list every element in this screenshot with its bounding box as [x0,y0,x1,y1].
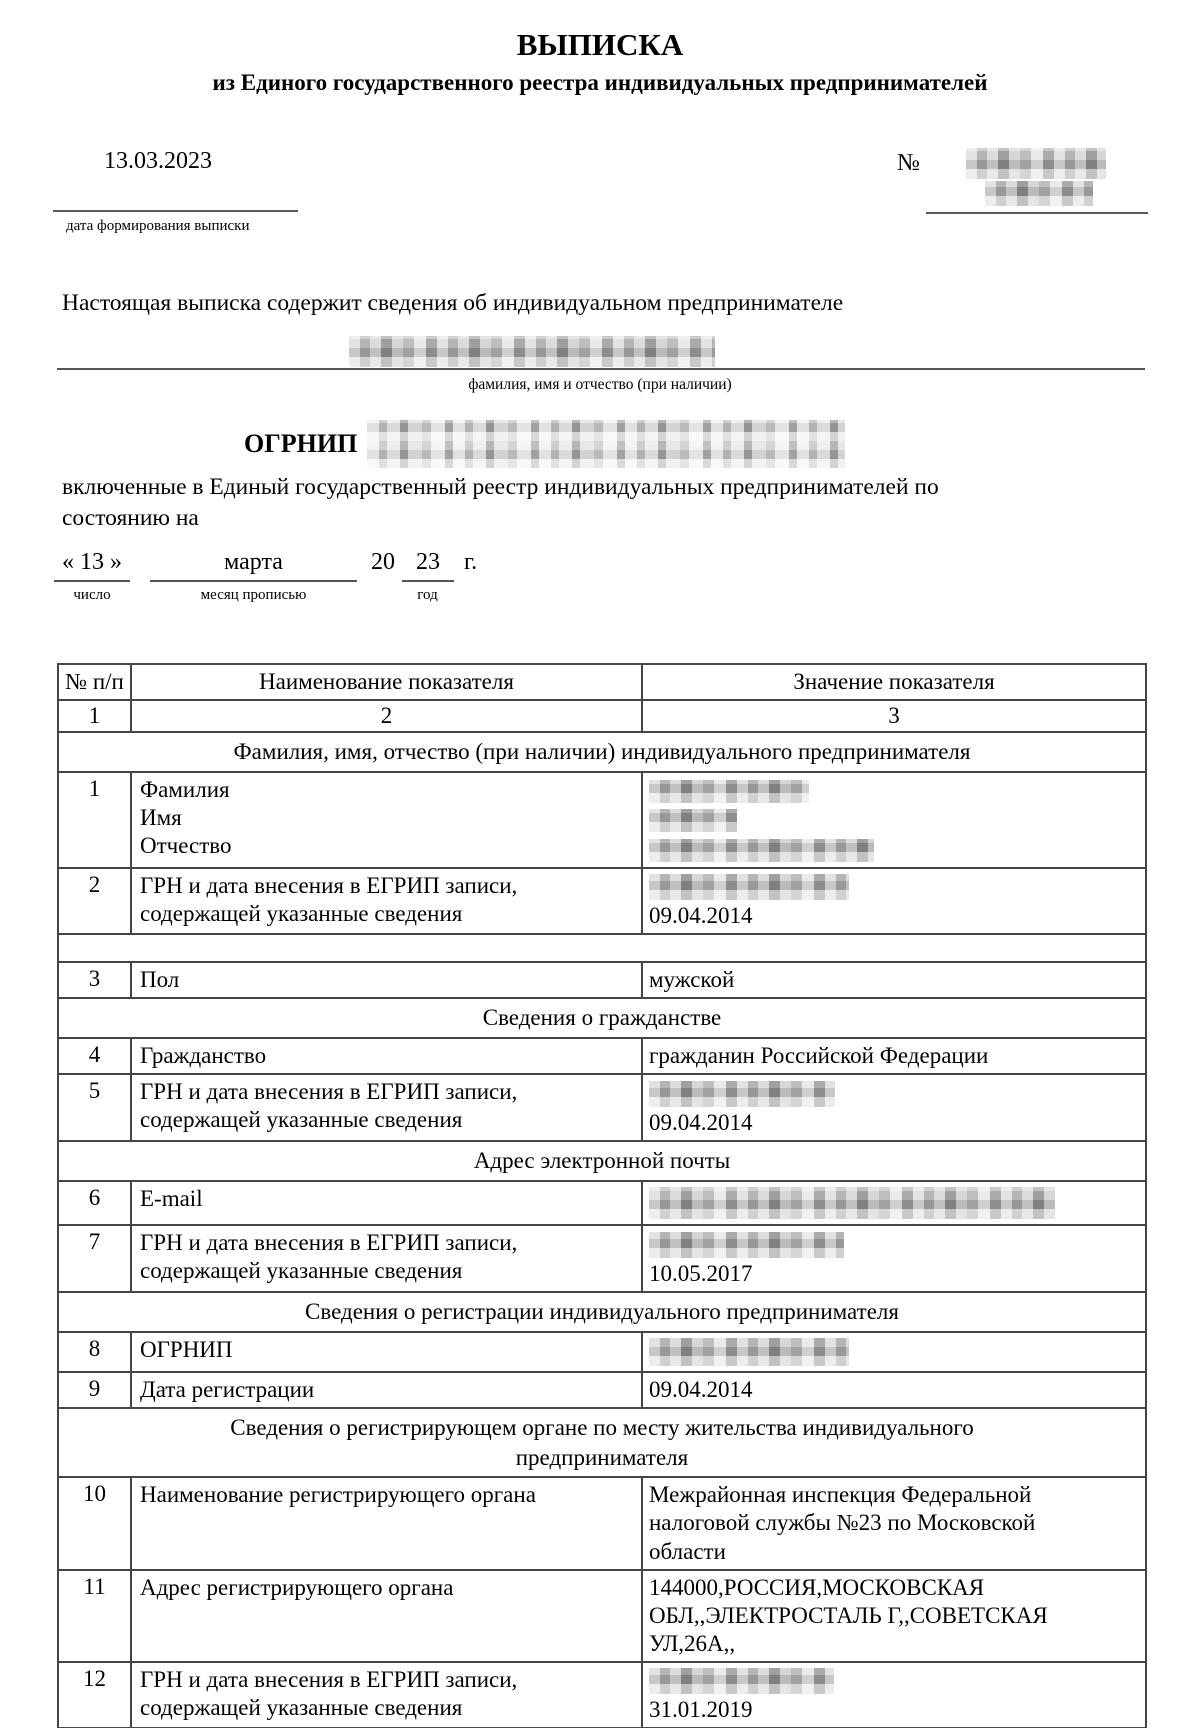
row-number-cell: 12 [58,1662,131,1728]
section-title: Сведения о гражданстве [58,998,1146,1038]
document-number-redacted-line2 [985,181,1093,206]
row-value-cell [642,1332,1146,1372]
as-of-year-suffix: г. [464,549,478,575]
table-row [58,1662,1146,1728]
table-row [58,868,1146,935]
value-line: мужской [649,967,735,993]
value-line-redacted [649,1185,1139,1221]
row-value-cell [642,1662,1146,1728]
row-name-cell: ГРН и дата внесения в ЕГРИП записи, содержащей указанные сведения [131,1662,642,1728]
row-name-cell: Адрес регистрирующего органа [131,1570,642,1662]
row-value-cell [642,1372,1146,1408]
as-of-year: 23 [402,549,454,582]
table-row [58,1225,1146,1292]
row-value-cell [642,1181,1146,1225]
day-value: 13 [80,549,104,575]
included-statement [62,472,939,533]
value-line: Межрайонная инспекция Федеральной [649,1482,1032,1508]
document-subtitle: из Единого государственного реестра индивидуальных предпринимателей [212,70,988,95]
name-caption: фамилия, имя и отчество (при наличии) [468,376,732,393]
value-line: гражданин Российской Федерации [649,1043,989,1069]
row-number-cell: 4 [58,1038,131,1074]
close-quote: » [110,549,122,575]
section-row [58,1292,1146,1332]
row-number-cell: 9 [58,1372,131,1408]
open-quote: « [62,549,74,575]
row-value-cell [642,1225,1146,1292]
section-row [58,998,1146,1038]
row-value-cell [642,1477,1146,1569]
table-row [58,1332,1146,1372]
name-underline [57,368,1145,370]
table-header-row [58,664,1146,700]
register-table [57,663,1147,1728]
row-value-cell [642,962,1146,998]
ogrnip-number-redacted [367,420,845,468]
month-caption: месяц прописью [200,587,307,603]
ogrnip-label: ОГРНИП [244,429,358,458]
row-number-cell: 8 [58,1332,131,1372]
column-number-2: 2 [131,700,642,732]
spacer-cell [58,934,1146,962]
row-name-cell: ОГРНИП [131,1332,642,1372]
row-number-cell: 2 [58,868,131,935]
value-line: 09.04.2014 [649,1376,753,1402]
section-row [58,732,1146,772]
document-number-underline [926,212,1148,214]
formation-date-caption: дата формирования выписки [66,218,250,234]
as-of-date-line [0,549,1200,615]
row-value-cell [642,1570,1146,1662]
table-row [58,962,1146,998]
column-header-number: № п/п [58,664,131,700]
row-name-cell: ГРН и дата внесения в ЕГРИП записи, содержащей указанные сведения [131,1225,642,1292]
intro-statement: Настоящая выписка содержит сведения об индивидуальном предпринимателе [62,290,844,316]
redacted-value [649,809,737,832]
as-of-day [54,549,130,582]
section-title: Сведения о регистрации индивидуального предпринимателя [58,1292,1146,1332]
row-name-cell: Фамилия Имя Отчество [131,772,642,868]
redacted-value [649,1338,849,1366]
row-number-cell: 7 [58,1225,131,1292]
section-title: Сведения о регистрирующем органе по месту жительства индивидуального предпринимателя [58,1408,1146,1478]
row-value-cell [642,1038,1146,1074]
entrepreneur-name-redacted [349,336,715,367]
redacted-value [649,839,874,862]
table-row [58,1477,1146,1569]
row-number-cell: 10 [58,1477,131,1569]
value-line-redacted [649,1229,1139,1260]
row-name-cell: Наименование регистрирующего органа [131,1477,642,1569]
row-name-cell: Пол [131,962,642,998]
column-numbering-row [58,700,1146,732]
row-number-cell: 1 [58,772,131,868]
row-name-cell: Дата регистрации [131,1372,642,1408]
table-row [58,1074,1146,1141]
value-line: 10.05.2017 [649,1260,753,1286]
as-of-century: 20 [371,549,395,575]
redacted-value [649,1187,1055,1219]
table-row [58,1038,1146,1074]
redacted-value [649,1081,835,1107]
value-line: УЛ,26А,, [649,1630,736,1656]
as-of-month: марта [150,549,357,582]
column-header-value: Значение показателя [642,664,1146,700]
value-line-redacted [649,1336,1139,1368]
formation-date-underline [53,210,298,212]
table-row [58,1372,1146,1408]
column-number-3: 3 [642,700,1146,732]
row-number-cell: 6 [58,1181,131,1225]
redacted-value [649,874,849,900]
redacted-value [649,780,809,803]
value-line: 144000,РОССИЯ,МОСКОВСКАЯ [649,1574,985,1600]
value-line: ОБЛ,,ЭЛЕКТРОСТАЛЬ Г,,СОВЕТСКАЯ [649,1602,1048,1628]
day-caption: число [73,587,111,603]
redacted-value [649,1232,844,1258]
table-row [58,1181,1146,1225]
table-row [58,1570,1146,1662]
value-line: 09.04.2014 [649,903,753,929]
value-line-redacted [649,805,1139,834]
row-name-cell: E-mail [131,1181,642,1225]
formation-date: 13.03.2023 [104,148,212,174]
row-number-cell: 5 [58,1074,131,1141]
section-title: Фамилия, имя, отчество (при наличии) индивидуального предпринимателя [58,732,1146,772]
value-line-redacted [649,1078,1139,1109]
included-line1: включенные в Единый государственный реестр индивидуальных предпринимателей по [62,474,939,500]
row-name-cell: ГРН и дата внесения в ЕГРИП записи, содержащей указанные сведения [131,1074,642,1141]
register-table-body [58,732,1146,1728]
document-title: ВЫПИСКА [516,27,684,62]
value-line-redacted [649,834,1139,863]
section-row [58,1141,1146,1181]
table-row [58,772,1146,868]
row-name-cell: ГРН и дата внесения в ЕГРИП записи, содержащей указанные сведения [131,868,642,935]
included-line2: состоянию на [62,504,199,531]
section-title: Адрес электронной почты [58,1141,1146,1181]
row-value-cell [642,868,1146,935]
year-caption: год [417,587,438,603]
row-name-cell: Гражданство [131,1038,642,1074]
column-header-name: Наименование показателя [131,664,642,700]
value-line: 09.04.2014 [649,1110,753,1136]
spacer-row [58,934,1146,962]
row-value-cell [642,1074,1146,1141]
row-number-cell: 3 [58,962,131,998]
value-line-redacted [649,776,1139,805]
value-line: области [649,1538,726,1564]
document-number-redacted-line1 [966,148,1106,179]
value-line: налоговой службы №23 по Московской [649,1510,1036,1536]
row-value-cell [642,772,1146,868]
column-number-1: 1 [58,700,131,732]
section-row [58,1408,1146,1478]
document-number-sign: № [897,150,920,176]
redacted-value [649,1668,834,1694]
value-line-redacted [649,872,1139,903]
value-line-redacted [649,1666,1139,1697]
value-line: 31.01.2019 [649,1697,753,1723]
row-number-cell: 11 [58,1570,131,1662]
